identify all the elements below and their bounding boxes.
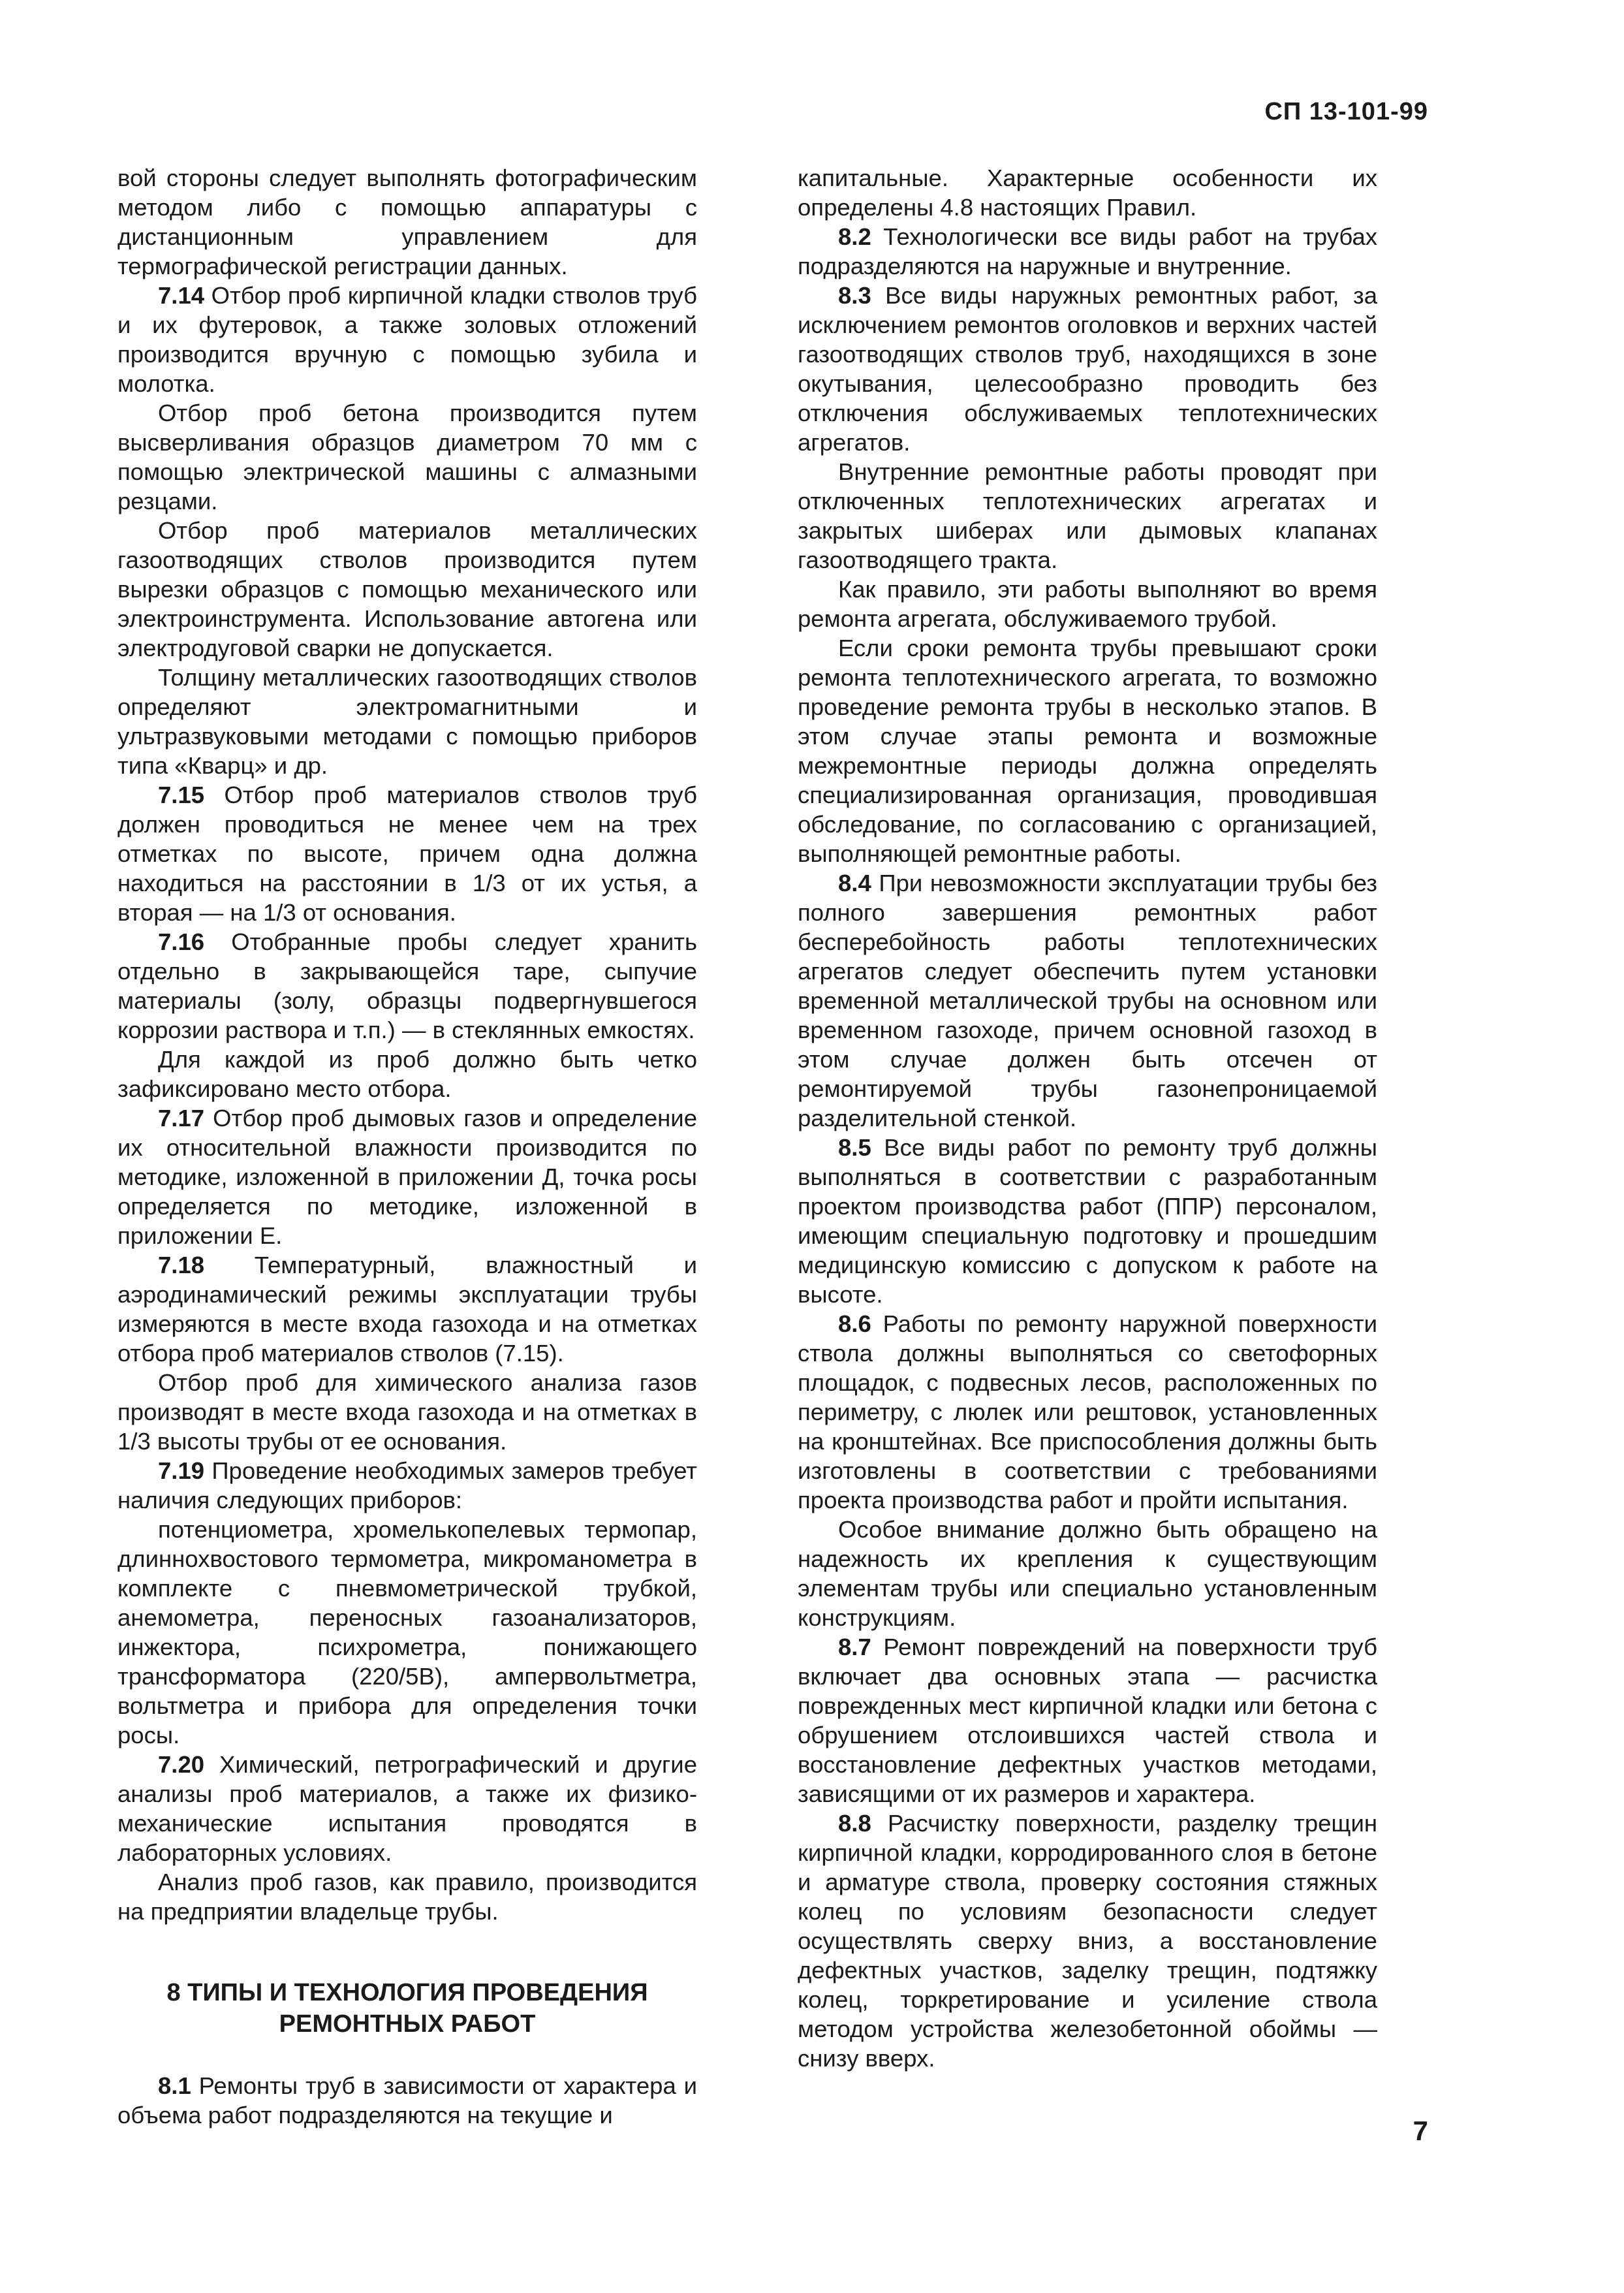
page-number: 7 — [1413, 2115, 1428, 2146]
document-code: СП 13-101-99 — [1264, 98, 1428, 125]
paragraph — [117, 663, 697, 780]
clause-8-3 — [798, 281, 1377, 457]
paragraph-text: Как правило, эти работы выполняют во время ремонта агрегата, обслуживаемого трубой. — [798, 576, 1377, 632]
clause-number: 7.17 — [158, 1105, 205, 1131]
paragraph — [798, 633, 1377, 868]
clause-text: Отбор проб материалов стволов труб должен проводиться не менее чем на трех отметках по высоте, причем одна должна находиться на расстоянии в 1/3 от их устья, а вторая — на 1/3 от основания. — [117, 782, 697, 926]
clause-number: 7.18 — [158, 1252, 205, 1278]
paragraph — [117, 398, 697, 516]
clause-number: 8.3 — [838, 282, 871, 309]
clause-7-15 — [117, 780, 697, 927]
left-column — [117, 163, 697, 2130]
clause-number: 8.7 — [838, 1634, 871, 1660]
section-heading-line: РЕМОНТНЫХ РАБОТ — [279, 2010, 536, 2038]
clause-text: Ремонт повреждений на поверхности труб включает два основных этапа — расчистка поврежденных мест кирпичной кладки или бетона с обрушением отслоившихся частей ствола и восстановление дефектных участков методами, зависящими от их размеров и характера. — [798, 1634, 1377, 1807]
clause-number: 8.6 — [838, 1310, 871, 1337]
clause-text: Работы по ремонту наружной поверхности ствола должны выполняться со светофорных площадок, с подвесных лесов, расположенных по периметру, с люлек или рештовок, установленных на кронштейнах. Все приспособления должны быть изготовлены в соответствии с требованиями проекта производства работ и пройти испытания. — [798, 1310, 1377, 1513]
clause-7-19 — [117, 1456, 697, 1515]
clause-number: 8.4 — [838, 870, 871, 896]
clause-8-6 — [798, 1309, 1377, 1515]
paragraph — [117, 1045, 697, 1103]
clause-number: 8.8 — [838, 1810, 871, 1837]
paragraph — [798, 1515, 1377, 1632]
paragraph — [798, 457, 1377, 575]
paragraph — [117, 1515, 697, 1750]
clause-text: Ремонты труб в зависимости от характера и объема работ подразделяются на текущие и — [117, 2072, 697, 2128]
clause-7-18 — [117, 1250, 697, 1368]
clause-text: Отбор проб кирпичной кладки стволов труб и их футеровок, а также золовых отложений производится вручную с помощью зубила и молотка. — [117, 282, 697, 397]
clause-8-8 — [798, 1809, 1377, 2073]
paragraph-text: капитальные. Характерные особенности их определены 4.8 настоящих Правил. — [798, 165, 1377, 221]
paragraph-text: Анализ проб газов, как правило, производится на предприятии владельце трубы. — [117, 1869, 697, 1925]
clause-text: При невозможности эксплуатации трубы без полного завершения ремонтных работ бесперебойность работы теплотехнических агрегатов следует обеспечить путем установки временной металлической трубы на основном или временном газоходе, причем основной газоход в этом случае должен быть отсечен от ремонтируемой трубы газонепроницаемой разделительной стенкой. — [798, 870, 1377, 1131]
clause-8-2 — [798, 222, 1377, 281]
clause-number: 7.15 — [158, 782, 205, 808]
clause-number: 8.1 — [158, 2072, 191, 2099]
paragraph-text: Для каждой из проб должно быть четко зафиксировано место отбора. — [117, 1046, 697, 1102]
clause-number: 7.16 — [158, 928, 205, 955]
clause-number: 8.2 — [838, 223, 871, 250]
clause-7-16 — [117, 927, 697, 1045]
paragraph — [117, 163, 697, 281]
paragraph — [117, 516, 697, 663]
section-heading-line: 8 ТИПЫ И ТЕХНОЛОГИЯ ПРОВЕДЕНИЯ — [166, 1979, 648, 2006]
clause-text: Химический, петрографический и другие анализы проб материалов, а также их физико-механические испытания проводятся в лабораторных условиях. — [117, 1751, 697, 1866]
paragraph — [117, 1368, 697, 1456]
paragraph-text: Внутренние ремонтные работы проводят при отключенных теплотехнических агрегатах и закрытых шиберах или дымовых клапанах газоотводящего тракта. — [798, 458, 1377, 573]
clause-text: Технологически все виды работ на трубах подразделяются на наружные и внутренние. — [798, 223, 1377, 279]
clause-8-1 — [117, 2071, 697, 2130]
paragraph-text: Особое внимание должно быть обращено на надежность их крепления к существующим элементам трубы или специально установленным конструкциям. — [798, 1516, 1377, 1631]
clause-text: Все виды наружных ремонтных работ, за исключением ремонтов оголовков и верхних частей газоотводящих стволов труб, находящихся в зоне окутывания, целесообразно проводить без отключения обслуживаемых теплотехнических агрегатов. — [798, 282, 1377, 456]
clause-number: 7.14 — [158, 282, 205, 309]
clause-7-14 — [117, 281, 697, 398]
section-heading — [117, 1977, 697, 2040]
clause-number: 7.20 — [158, 1751, 205, 1778]
paragraph-text: Если сроки ремонта трубы превышают сроки ремонта теплотехнического агрегата, то возможно проведение ремонта трубы в несколько этапов. В этом случае этапы ремонта и возможные межремонтные периоды должна определять специализированная организация, проводившая обследование, по согласованию с организацией, выполняющей ремонтные работы. — [798, 635, 1377, 867]
clause-text: Все виды работ по ремонту труб должны выполняться в соответствии с разработанным проектом производства работ (ППР) персоналом, имеющим специальную подготовку и прошедшим медицинскую комиссию с допуском к работе на высоте. — [798, 1134, 1377, 1308]
clause-number: 7.19 — [158, 1457, 205, 1484]
clause-text: Температурный, влажностный и аэродинамический режимы эксплуатации трубы измеряются в месте входа газохода и на отметках отбора проб материалов стволов (7.15). — [117, 1252, 697, 1367]
paragraph — [798, 163, 1377, 222]
paragraph-text: Отбор проб бетона производится путем высверливания образцов диаметром 70 мм с помощью электрической машины с алмазными резцами. — [117, 400, 697, 514]
clause-number: 8.5 — [838, 1134, 871, 1161]
clause-text: Расчистку поверхности, разделку трещин кирпичной кладки, корродированного слоя в бетоне и арматуре ствола, проверку состояния стяжных колец по условиям безопасности следует осуществлять сверху вниз, а восстановление дефектных участков, заделку трещин, подтяжку колец, торкретирование и усиление ствола методом устройства железобетонной обоймы — снизу вверх. — [798, 1810, 1377, 2072]
clause-text: Отбор проб дымовых газов и определение их относительной влажности производится по методике, изложенной в приложении Д, точка росы определяется по методике, изложенной в приложении Е. — [117, 1105, 697, 1249]
right-column — [798, 163, 1377, 2073]
clause-8-4 — [798, 868, 1377, 1133]
clause-8-7 — [798, 1632, 1377, 1809]
clause-7-17 — [117, 1103, 697, 1250]
paragraph — [798, 575, 1377, 633]
paragraph — [117, 1867, 697, 1926]
paragraph-text: Отбор проб материалов металлических газоотводящих стволов производится путем вырезки образцов с помощью механического или электроинструмента. Использование автогена или электродуговой сварки не допускается. — [117, 517, 697, 661]
paragraph-text: вой стороны следует выполнять фотографическим методом либо с помощью аппаратуры с дистанционным управлением для термографической регистрации данных. — [117, 165, 697, 279]
paragraph-text: потенциометра, хромелькопелевых термопар, длиннохвостового термометра, микроманометра в комплекте с пневмометрической трубкой, анемометра, переносных газоанализаторов, инжектора, психрометра, понижающего трансформатора (220/5В), ампервольтметра, вольтметра и прибора для определения точки росы. — [117, 1516, 697, 1748]
clause-7-20 — [117, 1750, 697, 1867]
paragraph-text: Отбор проб для химического анализа газов производят в месте входа газохода и на отметках в 1/3 высоты трубы от ее основания. — [117, 1369, 697, 1455]
clause-text: Отобранные пробы следует хранить отдельно в закрывающейся таре, сыпучие материалы (золу, образцы подвергнувшегося коррозии раствора и т.п.) — в стеклянных емкостях. — [117, 928, 697, 1043]
paragraph-text: Толщину металлических газоотводящих стволов определяют электромагнитными и ультразвуковыми методами с помощью приборов типа «Кварц» и др. — [117, 664, 697, 779]
clause-8-5 — [798, 1133, 1377, 1309]
clause-text: Проведение необходимых замеров требует наличия следующих приборов: — [117, 1457, 697, 1513]
